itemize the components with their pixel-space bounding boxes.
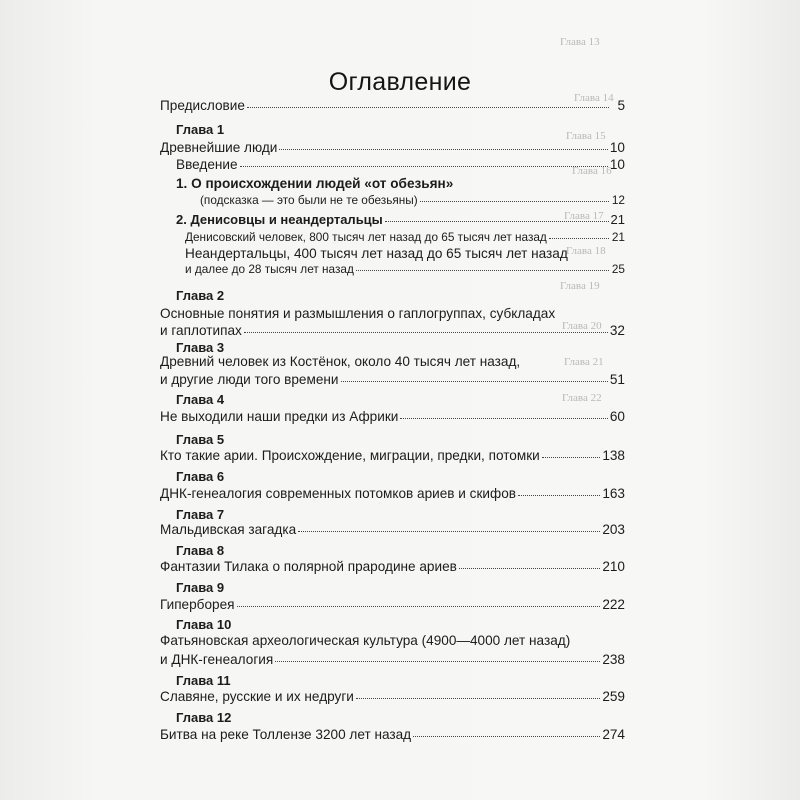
chapter-label: Глава 5: [176, 432, 225, 447]
chapter-label: Глава 12: [176, 710, 232, 725]
dot-leader: [400, 418, 608, 419]
dot-leader: [385, 221, 609, 222]
toc-entry: (подсказка — это были не те обезьяны) 12: [200, 193, 625, 207]
toc-entry: Введение 10: [176, 157, 625, 172]
dot-leader: [549, 238, 609, 239]
toc-entry: и ДНК-генеалогия 238: [160, 652, 625, 667]
dot-leader: [298, 531, 600, 532]
chapter-label: Глава 1: [176, 122, 225, 137]
toc-entry: и гаплотипах 32: [160, 323, 625, 338]
chapter-label: Глава 7: [176, 507, 225, 522]
toc-entry-line: Древний человек из Костёнок, около 40 тысяч лет назад,: [160, 354, 521, 369]
chapter-label: Глава 4: [176, 392, 225, 407]
toc-entry: Не выходили наши предки из Африки 60: [160, 409, 625, 424]
dot-leader: [275, 661, 600, 662]
toc-heading: Оглавление: [328, 68, 472, 96]
toc-entry: Мальдивская загадка 203: [160, 522, 625, 537]
dot-leader: [420, 201, 609, 202]
book-page: Глава 13 Глава 14 Глава 15 Глава 16 Глава 17 Глава 18 Глава 19 Глава 20 Глава 21 Глава 22 Оглавление Предисловие 5 Глава 1 Древнейшие люди 10 Введение 10 1. О происхождении людей «от обезьян» (подсказка — это были не те обезьяны) 12 2. Денисовцы и неандертальцы 21 Денисовский человек, 800 тысяч лет назад до 65 тысяч лет назад 21 Неандертальцы, 400 тысяч лет назад до 65 тысяч лет назад и далее до 28 тысяч лет назад 25 Глава 2 Основные понятия и размышления о гаплогруппах, субкладах и гаплотипах 32 Глава 3 Древний человек из Костёнок, около 40 тысяч лет назад, и другие люди того времени 51 Глава 4 Не выходили наши предки из Африки 60 Глава 5 Кто такие арии. Происхождение, миграции, предки, потомки 138 Глава 6 ДНК-генеалогия современных потомков ариев и скифов 163 Глава 7 Мальдивская загадка 203 Глава 8 Фантазии Тилака о полярной прародине ариев 210 Глава 9 Гиперборея 222 Глава 10 Фатьяновская археологическая культура (4900—4000 лет назад) и ДНК-генеалогия 238 Глава 11 Славяне, русские и их недруги 259 Глава 12 Битва на реке Толлензе 3200 лет назад 274: [0, 0, 800, 800]
section-title: 1. О происхождении людей «от обезьян»: [176, 176, 454, 191]
toc-entry-preface: Предисловие 5: [160, 98, 625, 113]
dot-leader: [518, 495, 600, 496]
dot-leader: [413, 736, 600, 737]
dot-leader: [244, 332, 608, 333]
dot-leader: [240, 166, 608, 167]
toc-entry: Славяне, русские и их недруги 259: [160, 689, 625, 704]
toc-entry: и другие люди того времени 51: [160, 372, 625, 387]
toc-entry: Гиперборея 222: [160, 597, 625, 612]
chapter-label: Глава 6: [176, 469, 225, 484]
dot-leader: [279, 149, 607, 150]
chapter-label: Глава 2: [176, 288, 225, 303]
dot-leader: [459, 568, 600, 569]
dot-leader: [356, 698, 600, 699]
toc-entry: Фантазии Тилака о полярной прародине ариев 210: [160, 559, 625, 574]
chapter-label: Глава 9: [176, 580, 225, 595]
toc-entry: и далее до 28 тысяч лет назад 25: [185, 262, 625, 276]
dot-leader: [542, 457, 601, 458]
toc-entry: Кто такие арии. Происхождение, миграции, предки, потомки 138: [160, 448, 625, 463]
dot-leader: [341, 381, 608, 382]
chapter-label: Глава 8: [176, 543, 225, 558]
toc-entry: 2. Денисовцы и неандертальцы 21: [176, 212, 625, 227]
toc-entry: Древнейшие люди 10: [160, 140, 625, 155]
chapter-label: Глава 11: [176, 673, 231, 688]
toc-entry-line: Основные понятия и размышления о гаплогруппах, субкладах: [160, 306, 556, 321]
toc-entry-line: Неандертальцы, 400 тысяч лет назад до 65 тысяч лет назад: [185, 246, 568, 261]
chapter-label: Глава 3: [176, 340, 225, 355]
toc-entry: Битва на реке Толлензе 3200 лет назад 274: [160, 727, 625, 742]
chapter-label: Глава 10: [176, 617, 232, 632]
toc-entry-line: Фатьяновская археологическая культура (4900—4000 лет назад): [160, 633, 571, 648]
toc-entry: Денисовский человек, 800 тысяч лет назад до 65 тысяч лет назад 21: [185, 230, 625, 244]
toc-entry: ДНК-генеалогия современных потомков ариев и скифов 163: [160, 486, 625, 501]
dot-leader: [356, 270, 609, 271]
dot-leader: [247, 107, 609, 108]
dot-leader: [237, 606, 601, 607]
